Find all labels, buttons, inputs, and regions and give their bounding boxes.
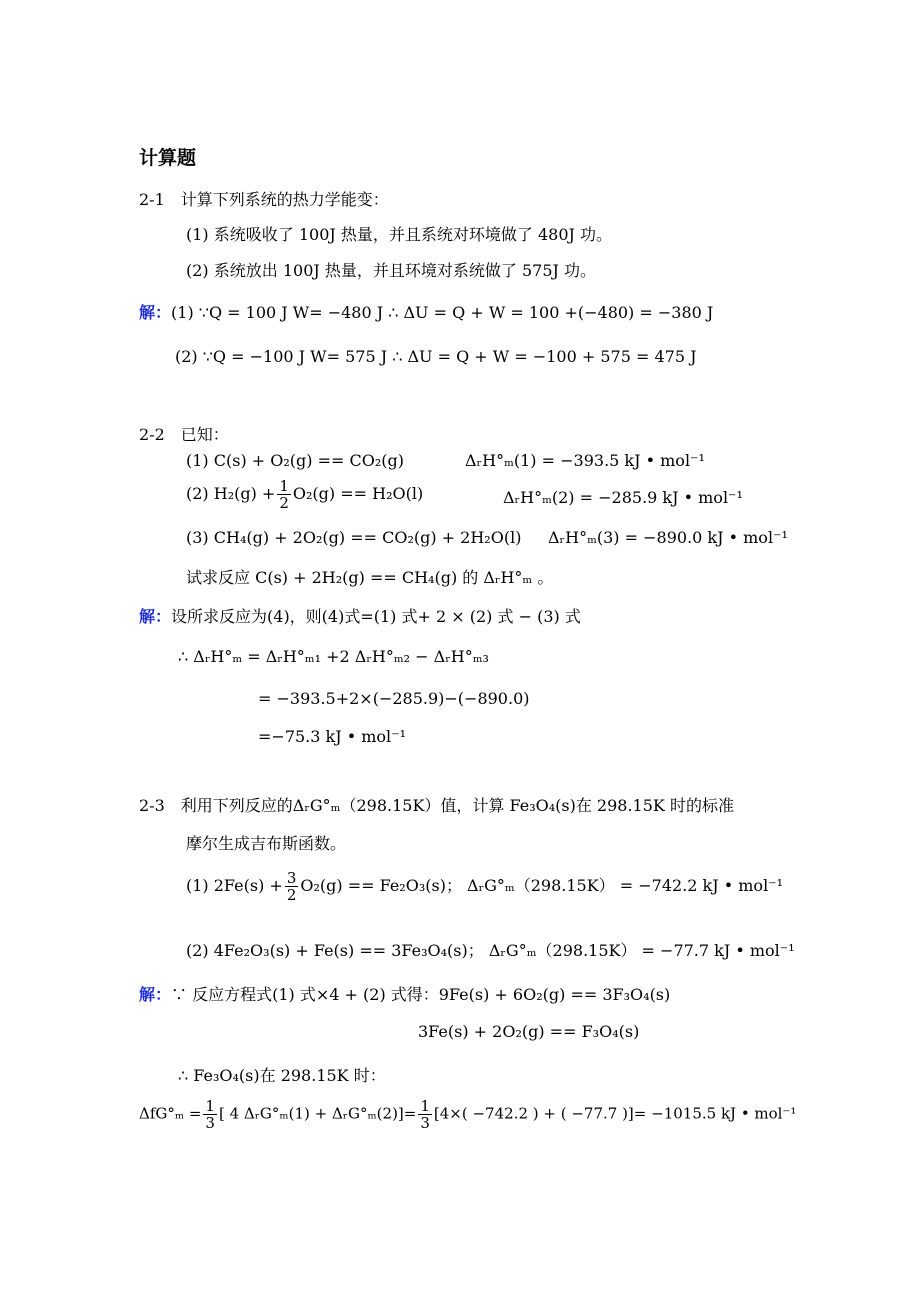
fraction [203,1098,217,1131]
fraction [418,1098,432,1131]
solution-2-1-line-1 [139,303,713,323]
fraction-numerator: 1 [420,1097,430,1115]
fraction-numerator: 3 [286,869,297,887]
reaction-text: (1) 2Fe(s) + [186,876,283,895]
enthalpy-2-2-2: ΔᵣH°ₘ(2) = −285.9 kJ • mol⁻¹ [503,488,743,507]
solution-2-3-line-2: 3Fe(s) + 2O₂(g) == F₃O₄(s) [418,1022,640,1041]
solution-text: ∵ 反应方程式(1) 式×4 + (2) 式得：9Fe(s) + 6O₂(g) == 3F₃O₄(s) [171,985,671,1004]
formula-text: [ 4 ΔᵣG°ₘ(1) + ΔᵣG°ₘ(2)]= [218,1104,417,1123]
question-2-1-part-2: (2) 系统放出 100J 热量，并且环境对系统做了 575J 功。 [186,261,597,280]
solution-2-3-line-3: ∴ Fe₃O₄(s)在 298.15K 时： [178,1066,386,1085]
fraction-denominator: 3 [205,1114,215,1132]
reaction-text: O₂(g) == H₂O(l) [292,484,424,503]
solution-label: 解： [139,985,172,1004]
enthalpy-2-2-1: ΔᵣH°ₘ(1) = −393.5 kJ • mol⁻¹ [465,451,705,470]
reaction-text: O₂(g) == Fe₂O₃(s)； ΔᵣG°ₘ（298.15K） = −742.2 kJ • mol⁻¹ [300,876,784,895]
reaction-2-2-2 [186,478,423,511]
fraction-denominator: 3 [420,1114,430,1132]
solution-label: 解： [139,607,172,626]
solution-2-2-line-1 [139,607,581,627]
question-2-3-line-1: 2-3 利用下列反应的ΔᵣG°ₘ（298.15K）值，计算 Fe₃O₄(s)在 298.15K 时的标准 [139,796,734,815]
solution-2-2-line-2: ∴ ΔᵣH°ₘ = ΔᵣH°ₘ₁ +2 ΔᵣH°ₘ₂ − ΔᵣH°ₘ₃ [178,647,489,666]
solution-label: 解： [139,303,172,322]
solution-text: (1) ∵Q = 100 J W= −480 J ∴ ΔU = Q + W = 100 +(−480) = −380 J [171,303,714,322]
solution-2-2-line-3: = −393.5+2×(−285.9)−(−890.0) [258,689,530,708]
fraction [277,478,291,511]
reaction-2-2-3: (3) CH₄(g) + 2O₂(g) == CO₂(g) + 2H₂O(l) [186,528,522,547]
solution-2-1-line-2: (2) ∵Q = −100 J W= 575 J ∴ ΔU = Q + W = −100 + 575 = 475 J [175,347,697,366]
fraction-numerator: 1 [205,1097,215,1115]
question-2-3-line-2: 摩尔生成吉布斯函数。 [186,834,347,853]
question-2-2-ask: 试求反应 C(s) + 2H₂(g) == CH₄(g) 的 ΔᵣH°ₘ 。 [186,568,554,587]
reaction-text: (2) H₂(g) + [186,484,276,503]
fraction-denominator: 2 [279,494,289,512]
formula-text: [4×( −742.2 ) + ( −77.7 )]= −1015.5 kJ • mol⁻¹ [433,1104,797,1123]
reaction-2-3-1 [186,870,783,903]
reaction-2-3-2: (2) 4Fe₂O₃(s) + Fe(s) == 3Fe₃O₄(s)； ΔᵣG°ₘ（298.15K） = −77.7 kJ • mol⁻¹ [186,941,795,960]
solution-text: 设所求反应为(4)，则(4)式=(1) 式+ 2 × (2) 式 − (3) 式 [171,607,581,626]
fraction [285,870,299,903]
reaction-2-2-1: (1) C(s) + O₂(g) == CO₂(g) [186,451,405,470]
page-title: 计算题 [139,147,197,169]
formula-text: ΔfG°ₘ = [139,1104,202,1123]
solution-2-3-formula [139,1098,796,1131]
question-2-1-part-1: (1) 系统吸收了 100J 热量，并且系统对环境做了 480J 功。 [186,225,613,244]
fraction-denominator: 2 [286,886,297,904]
fraction-numerator: 1 [279,477,289,495]
solution-2-2-line-4: =−75.3 kJ • mol⁻¹ [258,727,407,746]
enthalpy-2-2-3: ΔᵣH°ₘ(3) = −890.0 kJ • mol⁻¹ [548,528,788,547]
question-2-2: 2-2 已知： [139,425,229,444]
question-2-1: 2-1 计算下列系统的热力学能变： [139,190,389,209]
solution-2-3-line-1 [139,985,670,1005]
